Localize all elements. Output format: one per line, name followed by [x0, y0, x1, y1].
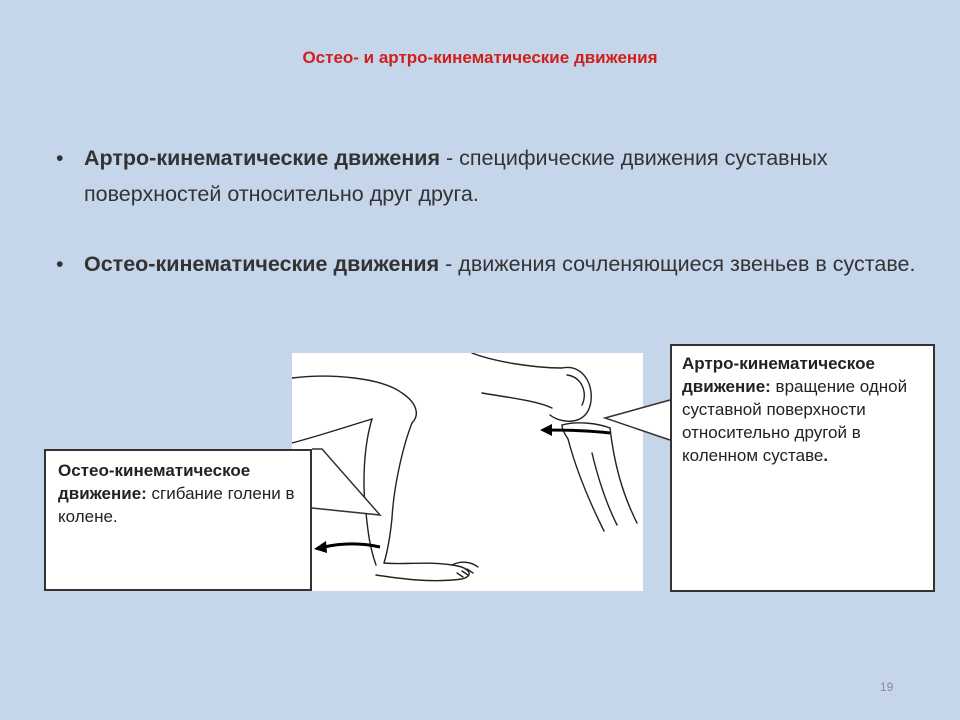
rotation-arrow: [547, 430, 610, 433]
arthro-callout-term: Артро-кинематическое движение:: [682, 354, 875, 396]
femur-shaft-lower: [482, 393, 552, 408]
bullet-list: [56, 140, 916, 282]
bullet-dot-icon: •: [56, 252, 64, 276]
bullet-arthro-text: - специфические движения суставных поверхностей относительно друг друга.: [84, 146, 828, 206]
knee-leg-illustration-icon: [292, 353, 643, 591]
tibia-plateau: [562, 423, 610, 428]
bullet-osteo-text: - движения сочленяющиеся звеньев в суставе.: [439, 252, 916, 276]
thigh-lower-outline: [292, 419, 372, 443]
bullet-osteo: [56, 246, 916, 282]
bullet-osteo-term: Остео-кинематические движения: [84, 252, 440, 276]
foot-outline: [376, 563, 469, 581]
osteo-callout-term: Остео-кинематическое движение:: [58, 461, 251, 503]
bullet-arthro-term: Артро-кинематические движения: [84, 146, 441, 170]
flexion-arrow: [324, 544, 380, 547]
arthro-callout-text: вращение одной суставной поверхности относительно другой в коленном суставе: [682, 377, 908, 465]
thigh-outline: [292, 376, 416, 423]
tibia-shaft-right: [610, 428, 637, 523]
page-number: 19: [880, 680, 894, 694]
bullet-arthro: [56, 140, 916, 212]
shin-front: [384, 423, 412, 563]
arthro-callout: [670, 344, 935, 592]
tibia-shaft-left: [568, 439, 604, 531]
shin-back: [364, 419, 376, 565]
slide-title: Остео- и артро-кинематические движения: [302, 48, 658, 67]
femur-shaft: [472, 353, 562, 368]
knee-figure: [292, 353, 643, 591]
bullet-dot-icon: •: [56, 146, 64, 170]
osteo-callout-text: сгибание голени в колене.: [58, 484, 295, 526]
arthro-callout-end: .: [823, 446, 829, 465]
osteo-callout: [44, 449, 312, 591]
rotation-arrow-head: [540, 424, 552, 436]
flexion-arrow-head: [314, 541, 327, 553]
